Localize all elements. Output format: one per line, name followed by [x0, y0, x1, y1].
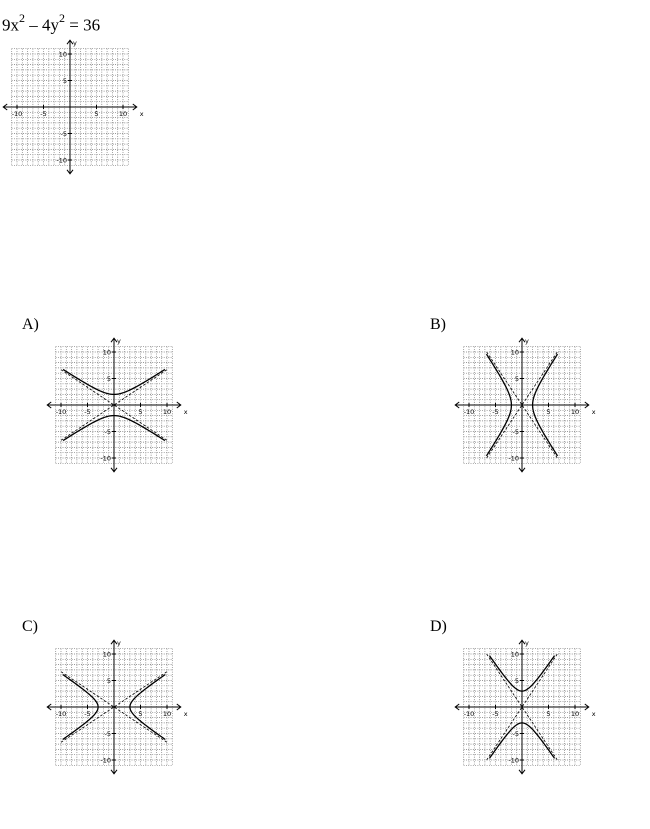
- choice-a-label: A): [22, 316, 39, 333]
- equation-exponent-2: 2: [59, 11, 65, 25]
- y-tick-label: -5: [104, 428, 111, 436]
- equation-exponent-1: 2: [19, 11, 25, 25]
- y-tick-label: -10: [508, 454, 519, 463]
- choice-a-graph[interactable]: [44, 337, 188, 475]
- equation-term-2: – 4y: [25, 15, 59, 35]
- y-tick-label: 5: [62, 77, 67, 85]
- y-tick-label: 5: [514, 677, 519, 685]
- x-axis-label: x: [183, 408, 188, 416]
- y-axis-label: y: [525, 337, 529, 346]
- y-tick-label: 10: [58, 50, 67, 59]
- x-axis-label: x: [183, 710, 188, 718]
- x-axis-label: x: [139, 110, 144, 118]
- x-tick-label: 10: [570, 710, 580, 718]
- y-axis-label: y: [525, 639, 529, 648]
- y-axis-label: y: [117, 639, 121, 648]
- y-axis-label: y: [117, 337, 121, 346]
- x-tick-label: 5: [138, 710, 143, 718]
- choice-d-label: D): [430, 618, 447, 635]
- y-tick-label: 5: [514, 375, 519, 383]
- x-tick-label: -5: [492, 710, 499, 718]
- equation-term-1: 9x: [2, 15, 19, 35]
- y-tick-label: 10: [510, 650, 519, 659]
- x-tick-label: 5: [94, 110, 99, 118]
- problem-equation: [2, 8, 100, 38]
- choice-c-label: C): [22, 618, 38, 635]
- choice-b-label: B): [430, 316, 446, 333]
- choice-d-graph[interactable]: [452, 639, 596, 777]
- y-tick-label: -10: [508, 756, 519, 765]
- x-axis-label: x: [591, 408, 596, 416]
- x-tick-label: -10: [463, 710, 475, 718]
- y-tick-label: -10: [100, 454, 111, 463]
- x-tick-label: 10: [162, 710, 172, 718]
- x-axis-label: x: [591, 710, 596, 718]
- x-tick-label: -5: [40, 110, 47, 118]
- y-tick-label: -5: [512, 428, 519, 436]
- y-tick-label: -5: [512, 730, 519, 738]
- y-tick-label: -10: [56, 156, 67, 165]
- x-tick-label: 10: [162, 408, 172, 416]
- x-tick-label: -10: [55, 408, 67, 416]
- y-axis-label: y: [73, 39, 77, 48]
- x-tick-label: 10: [118, 110, 128, 118]
- choice-b-graph[interactable]: [452, 337, 596, 475]
- x-tick-label: -10: [463, 408, 475, 416]
- x-tick-label: -5: [84, 710, 91, 718]
- equation-rhs: = 36: [65, 15, 101, 35]
- y-tick-label: 5: [106, 677, 111, 685]
- y-tick-label: -5: [104, 730, 111, 738]
- x-tick-label: -5: [492, 408, 499, 416]
- x-tick-label: 10: [570, 408, 580, 416]
- x-tick-label: 5: [546, 408, 551, 416]
- y-tick-label: 10: [102, 650, 111, 659]
- choice-c-graph[interactable]: [44, 639, 188, 777]
- y-tick-label: 5: [106, 375, 111, 383]
- y-tick-label: 10: [510, 348, 519, 357]
- x-tick-label: -10: [11, 110, 23, 118]
- y-tick-label: -10: [100, 756, 111, 765]
- x-tick-label: 5: [546, 710, 551, 718]
- y-tick-label: -5: [60, 130, 67, 138]
- y-tick-label: 10: [102, 348, 111, 357]
- blank-coordinate-grid: [0, 39, 144, 177]
- x-tick-label: 5: [138, 408, 143, 416]
- x-tick-label: -5: [84, 408, 91, 416]
- x-tick-label: -10: [55, 710, 67, 718]
